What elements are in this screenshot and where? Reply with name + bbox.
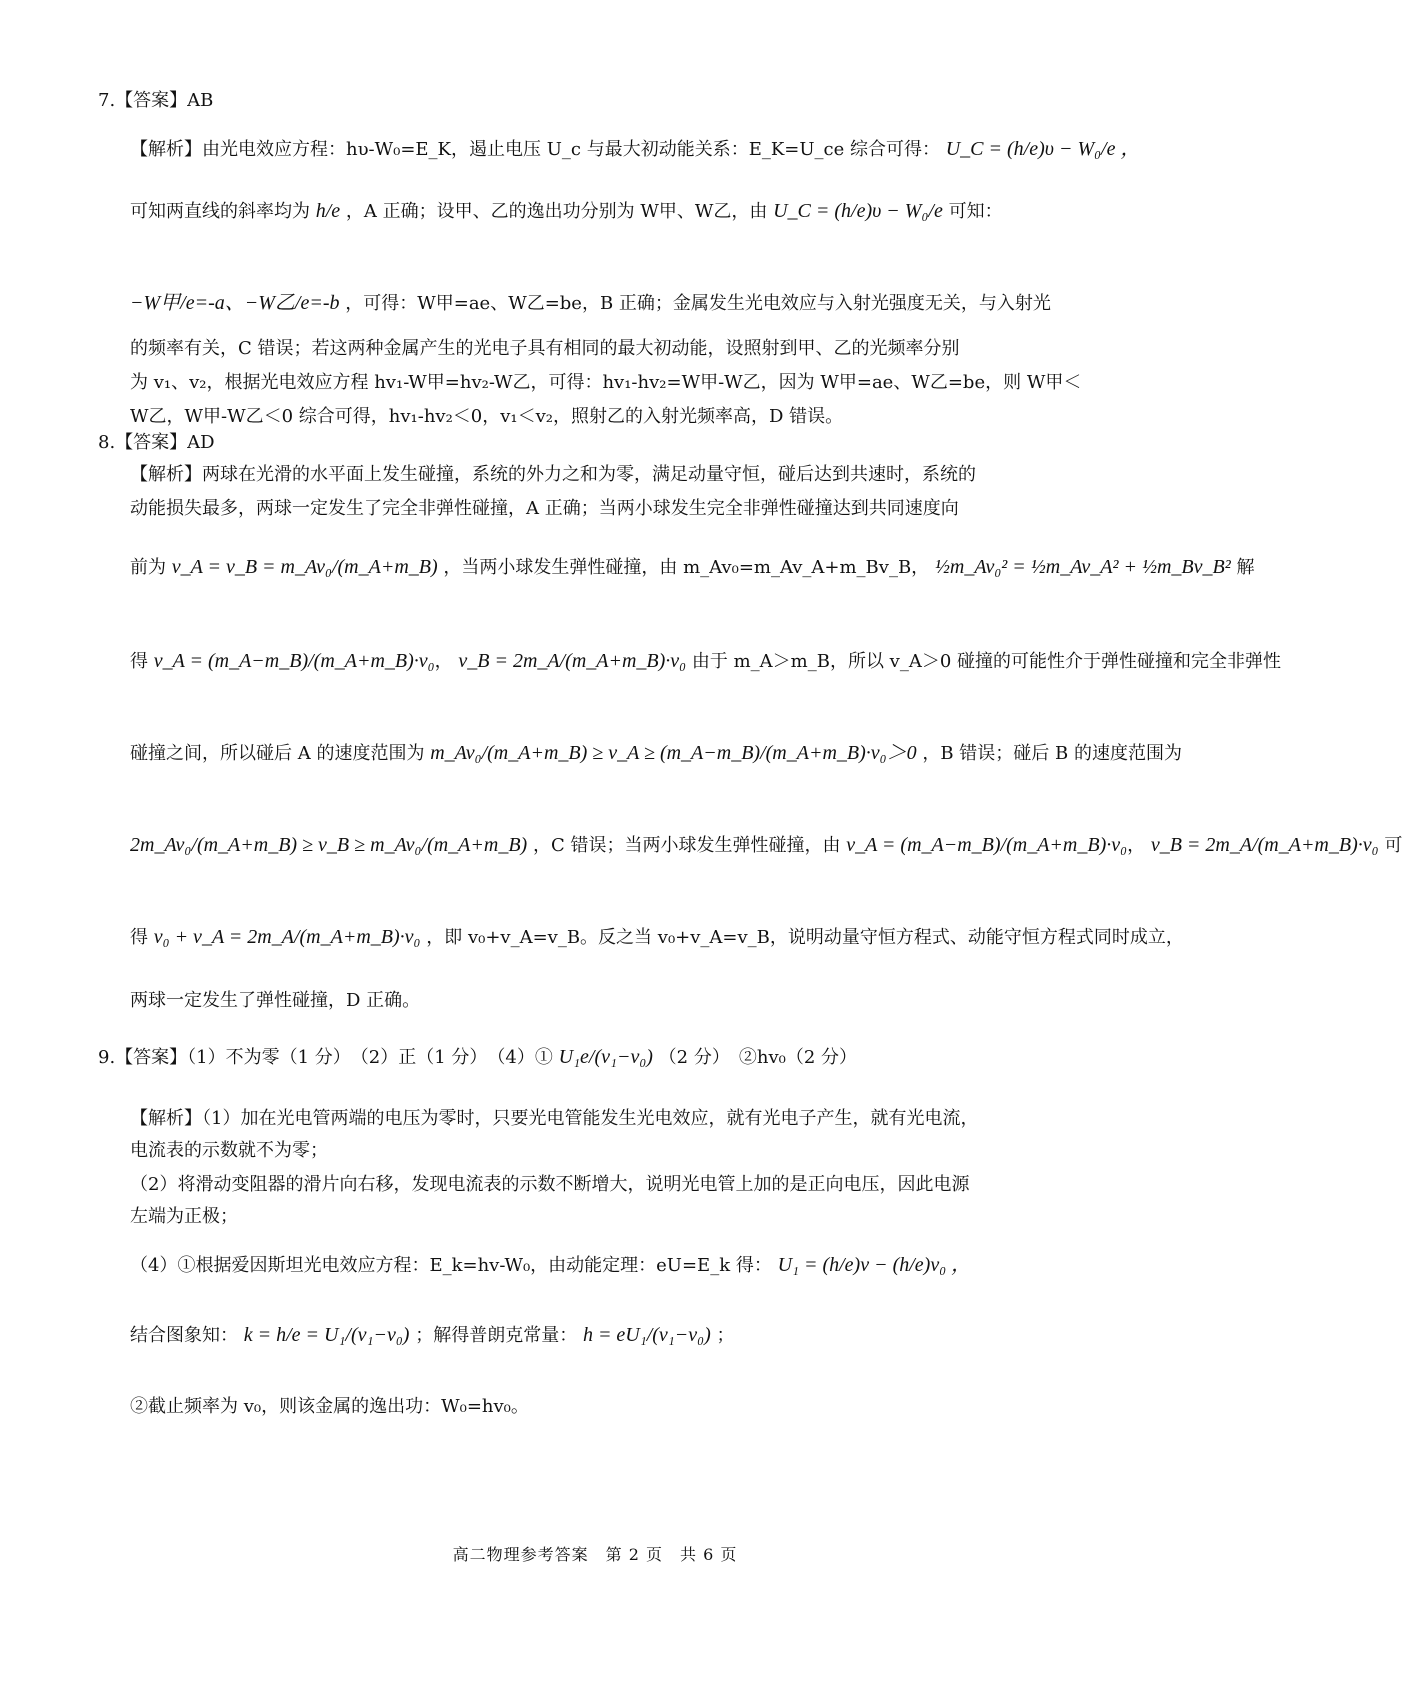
q9-text: 9.【答案】（1）不为零（1 分） （2）正（1 分） （4）① [98,1047,553,1068]
q9-analysis-line-4: 左端为正极； [130,1206,238,1227]
q8-analysis-line-5 [130,740,1182,767]
q8-text: 可 [1384,835,1402,856]
q7-formula-uc: U_C = (h/e)υ − W₀/e [773,200,943,222]
q7-text: 【解析】由光电效应方程：hυ-W₀=E_K，遏止电压 U_c 与最大初动能关系：E_K=U_ce 综合可得： [130,139,940,160]
q8-analysis-line-6: 2m_Av₀/(m_A+m_B) ≥ v_B ≥ m_Av₀/(m_A+m_B) ，C 错误；当两小球发生弹性碰撞，由 v_A = (m_A−m_B)/(m_A+m_B)·v₀， v_B = 2m_A/(m_A+m_B)·v₀ 可 [130,834,1402,856]
q8-vb-range-formula: 2m_Av₀/(m_A+m_B) ≥ v_B ≥ m_Av₀/(m_A+m_B) [130,834,528,856]
q8-common-velocity-formula: v_A = v_B = m_Av₀/(m_A+m_B) [171,556,438,578]
q8-text: 得 [130,927,148,948]
q9-analysis-line-2: 电流表的示数就不为零； [130,1140,328,1161]
q7-work-function-formula: −W甲/e=-a、−W乙/e=-b [130,292,340,314]
q8-vb-formula: v_B = 2m_A/(m_A+m_B)·v₀ [458,650,687,672]
page-footer: 高二物理参考答案 第 2 页 共 6 页 [452,1545,738,1564]
q8-text: ，B 错误；碰后 B 的速度范围为 [922,743,1182,764]
q7-text: 可知两直线的斜率均为 [130,201,310,222]
q7-text: 可知： [948,201,1003,222]
q9-analysis-line-5 [130,1252,1095,1279]
q9-slope-formula: k = h/e = U₁/(v₁−v₀) [243,1324,410,1346]
q7-analysis-line-3 [130,290,1095,317]
q8-text: ，即 v₀+v_A=v_B。反之当 v₀+v_A=v_B，说明动量守恒方程式、动能守恒方程式同时成立， [426,927,1184,948]
q7-analysis-line-6: W乙，W甲-W乙＜0 综合可得，hv₁-hv₂＜0，v₁＜v₂，照射乙的入射光频率高，D 错误。 [130,406,844,427]
q8-analysis-line-2: 动能损失最多，两球一定发生了完全非弹性碰撞，A 正确；当两小球发生完全非弹性碰撞达到共同速度向 [130,498,959,519]
q8-energy-formula: ½m_Av₀² = ½m_Av_A² + ½m_Bv_B² [934,556,1231,578]
q8-text: ，当两小球发生弹性碰撞，由 m_Av₀=m_Av_A+m_Bv_B， [443,557,930,578]
q8-va-formula: v_A = (m_A−m_B)/(m_A+m_B)·v₀ [153,650,435,672]
q9-planck-formula: h = eU₁/(v₁−v₀) [582,1324,711,1346]
q8-va-range-formula: m_Av₀/(m_A+m_B) ≥ v_A ≥ (m_A−m_B)/(m_A+m_B)·v₀＞0 [430,742,917,764]
q8-analysis-line-3 [130,554,1255,581]
q9-text: （2 分） ②hv₀（2 分） [658,1047,857,1068]
q8-analysis-line-4: 得 v_A = (m_A−m_B)/(m_A+m_B)·v₀， v_B = 2m_A/(m_A+m_B)·v₀ 由于 m_A＞m_B，所以 v_A＞0 碰撞的可能性介于弹性碰撞和完全非弹性 [130,650,1282,672]
q9-text: 结合图象知： [130,1325,238,1346]
q9-analysis-line-1: 【解析】（1）加在光电管两端的电压为零时，只要光电管能发生光电效应，就有光电子产生，就有光电流， [130,1108,979,1129]
q9-analysis-line-3: （2）将滑动变阻器的滑片向右移，发现电流表的示数不断增大，说明光电管上加的是正向电压，因此电源 [130,1174,970,1195]
q8-analysis-line-1: 【解析】两球在光滑的水平面上发生碰撞，系统的外力之和为零，满足动量守恒，碰后达到共速时，系统的 [130,464,976,485]
q7-formula-uc: U_C = (h/e)υ − W₀/e ， [945,138,1141,160]
q8-text: 解 [1236,557,1255,578]
q8-vb-formula: v_B = 2m_A/(m_A+m_B)·v₀ [1150,834,1379,856]
q7-analysis-line-1 [130,136,1141,163]
q8-text: 由于 m_A＞m_B，所以 v_A＞0 碰撞的可能性介于弹性碰撞和完全非弹性 [691,651,1282,672]
q8-sum-formula: v₀ + v_A = 2m_A/(m_A+m_B)·v₀ [153,926,421,948]
q9-analysis-line-7: ②截止频率为 v₀，则该金属的逸出功：W₀=hv₀。 [130,1396,529,1417]
q8-text: 得 [130,651,148,672]
q8-text: 前为 [130,557,166,578]
q9-u1-formula: U₁ = (h/e)v − (h/e)v₀ ， [777,1254,972,1276]
q7-analysis-line-5: 为 v₁、v₂，根据光电效应方程 hv₁-W甲=hv₂-W乙，可得：hv₁-hv₂=W甲-W乙，因为 W甲=ae、W乙=be，则 W甲＜ [130,372,1082,393]
q9-answer [98,1044,1095,1071]
q8-analysis-line-7 [130,924,1184,951]
q7-text: ，可得：W甲=ae、W乙=be，B 正确；金属发生光电效应与入射光强度无关，与入射光 [345,293,1051,314]
q9-text: ； [716,1325,735,1346]
q8-answer: 8.【答案】AD [98,432,215,453]
q8-text: 碰撞之间，所以碰后 A 的速度范围为 [130,743,425,764]
q8-text: ，C 错误；当两小球发生弹性碰撞，由 [532,835,841,856]
q9-planck-answer-formula: U₁e/(v₁−v₀) [558,1046,653,1068]
q7-analysis-line-4: 的频率有关，C 错误；若这两种金属产生的光电子具有相同的最大初动能，设照射到甲、乙的光频率分别 [130,338,960,359]
q7-slope-formula: h/e [315,200,341,222]
q8-va-formula: v_A = (m_A−m_B)/(m_A+m_B)·v₀ [846,834,1128,856]
q9-analysis-line-6 [130,1322,1095,1349]
q7-analysis-line-2 [130,198,1095,225]
q8-analysis-line-8: 两球一定发生了弹性碰撞，D 正确。 [130,990,421,1011]
q9-text: ；解得普朗克常量： [415,1325,578,1346]
q9-text: （4）①根据爱因斯坦光电效应方程：E_k=hv-W₀，由动能定理：eU=E_k 得： [130,1255,772,1276]
q7-text: ，A 正确；设甲、乙的逸出功分别为 W甲、W乙，由 [345,201,768,222]
q7-answer: 7.【答案】AB [98,90,214,111]
